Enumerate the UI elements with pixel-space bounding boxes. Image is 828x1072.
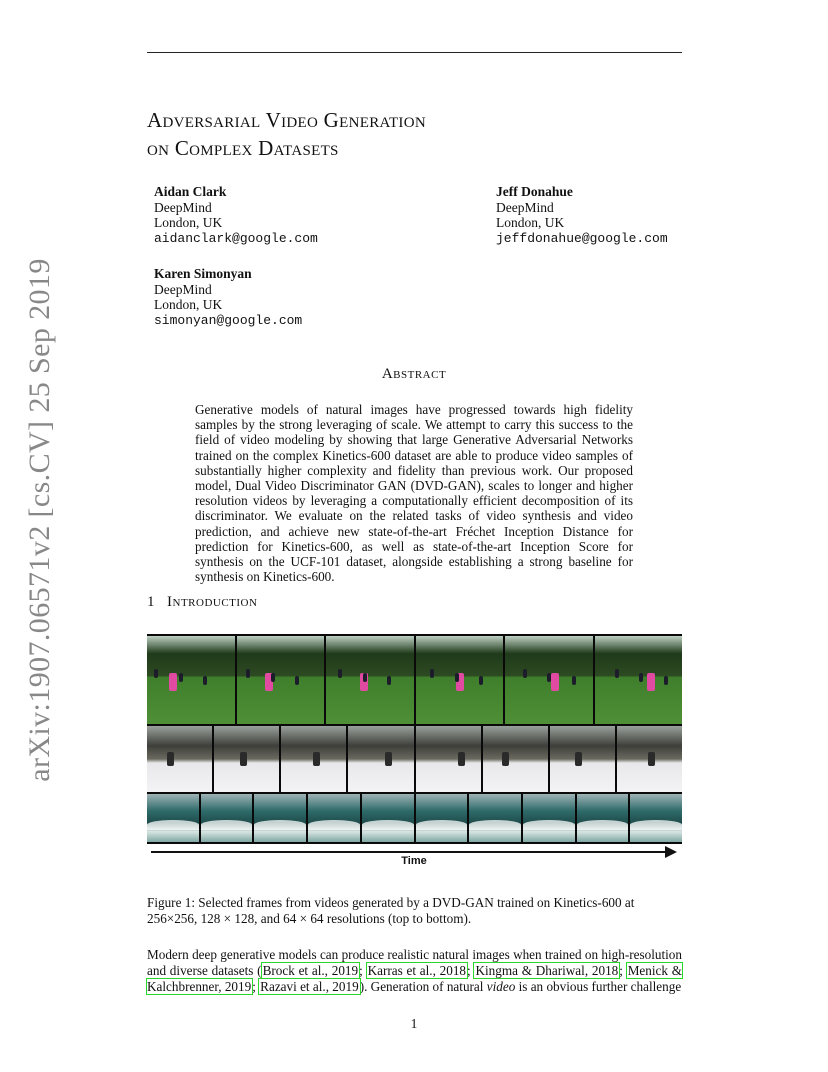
- player-figure: [647, 673, 655, 691]
- person-figure: [385, 752, 392, 766]
- video-frame: [469, 794, 521, 842]
- player-figure: [547, 673, 551, 682]
- body-text: ;: [359, 963, 367, 978]
- author-location: London, UK: [154, 297, 223, 312]
- wave-crest: [362, 820, 414, 830]
- person-figure: [458, 752, 465, 766]
- player-figure: [639, 673, 643, 682]
- video-frame: [617, 726, 682, 792]
- video-frame: [523, 794, 575, 842]
- person-figure: [502, 752, 509, 766]
- player-figure: [523, 669, 527, 678]
- player-figure: [179, 673, 183, 682]
- citation-link[interactable]: Menick & Kalchbrenner, 2019: [147, 963, 683, 994]
- section-heading: [147, 594, 257, 611]
- wave-crest: [416, 820, 468, 830]
- frame-row-snow: [147, 726, 682, 792]
- author-name: Jeff Donahue: [496, 184, 573, 199]
- wave-crest: [254, 820, 306, 830]
- author-name: Aidan Clark: [154, 184, 227, 199]
- wave-crest: [469, 820, 521, 830]
- body-paragraph: [147, 947, 682, 995]
- author-block-3: [154, 266, 302, 328]
- player-figure: [664, 676, 668, 685]
- player-figure: [169, 673, 177, 691]
- player-figure: [246, 669, 250, 678]
- video-frame: [550, 726, 615, 792]
- body-text: Modern deep generative models can produce realistic natural images when trained on high-resolution and diverse datasets (: [147, 947, 682, 978]
- body-text: ;: [619, 963, 627, 978]
- video-frame: [147, 636, 235, 724]
- body-text: is an obvious further challenge: [515, 979, 682, 994]
- person-figure: [313, 752, 320, 766]
- paper-title: [147, 106, 426, 162]
- time-arrow: [151, 851, 671, 853]
- figure-caption: Figure 1: Selected frames from videos generated by a DVD-GAN trained on Kinetics-600 at 256×256, 128 × 128, and 64 × 64 resolutions (top to bottom).: [147, 895, 635, 926]
- player-figure: [363, 673, 367, 682]
- video-frame: [326, 636, 414, 724]
- video-frame: [201, 794, 253, 842]
- author-affiliation: DeepMind: [496, 199, 554, 215]
- video-frame: [237, 636, 325, 724]
- person-figure: [240, 752, 247, 766]
- player-figure: [271, 673, 275, 682]
- abstract-text: Generative models of natural images have progressed towards high fidelity samples by the strong leveraging of scale. We attempt to carry this success to the field of video modeling by showing that large Generative Adversarial Networks trained on the complex Kinetics-600 dataset are able to produce video samples of substantially higher complexity and fidelity than previous work. Our proposed model, Dual Video Discriminator GAN (DVD-GAN), scales to longer and higher resolution videos by leveraging a computationally efficient decomposition of its discriminator. We evaluate on the related tasks of video synthesis and video prediction, and achieve new state-of-the-art Fréchet Inception Distance for prediction for Kinetics-600, as well as state-of-the-art Inception Score for synthesis on the UCF-101 dataset, alongside establishing a strong baseline for synthesis on Kinetics-600.: [195, 402, 633, 585]
- person-figure: [575, 752, 582, 766]
- author-email[interactable]: jeffdonahue@google.com: [496, 230, 668, 246]
- person-figure: [648, 752, 655, 766]
- author-email[interactable]: simonyan@google.com: [154, 312, 303, 328]
- video-frame: [416, 636, 504, 724]
- video-frame: [577, 794, 629, 842]
- player-figure: [295, 676, 299, 685]
- frame-row-soccer: [147, 636, 682, 724]
- video-frame: [630, 794, 682, 842]
- page-number: 1: [410, 1016, 418, 1031]
- wave-crest: [308, 820, 360, 830]
- citation-link[interactable]: Karras et al., 2018: [367, 963, 467, 978]
- title-line-1: Adversarial Video Generation: [147, 108, 426, 132]
- citation-link[interactable]: Kingma & Dhariwal, 2018: [475, 963, 619, 978]
- player-figure: [551, 673, 559, 691]
- author-email[interactable]: aidanclark@google.com: [154, 230, 318, 246]
- figure-video-frames: [147, 634, 682, 844]
- author-block-1: [154, 184, 318, 246]
- player-figure: [572, 676, 576, 685]
- wave-crest: [523, 820, 575, 830]
- citation-link[interactable]: Razavi et al., 2019: [260, 979, 359, 994]
- body-text: ). Generation of natural: [359, 979, 487, 994]
- player-figure: [154, 669, 158, 678]
- player-figure: [615, 669, 619, 678]
- video-frame: [308, 794, 360, 842]
- arxiv-side-label: arXiv:1907.06571v2 [cs.CV] 25 Sep 2019: [23, 258, 56, 782]
- body-text-italic: video: [486, 979, 516, 994]
- person-figure: [167, 752, 174, 766]
- video-frame: [505, 636, 593, 724]
- body-text: ;: [252, 979, 260, 994]
- video-frame: [416, 726, 481, 792]
- body-text: ;: [467, 963, 475, 978]
- frame-row-surf: [147, 794, 682, 842]
- author-affiliation: DeepMind: [154, 281, 212, 297]
- abstract-heading: Abstract: [381, 366, 447, 382]
- citation-link[interactable]: Brock et al., 2019: [262, 963, 359, 978]
- author-block-2: [496, 184, 668, 246]
- video-frame: [254, 794, 306, 842]
- section-title: Introduction: [167, 594, 258, 610]
- wave-crest: [577, 820, 629, 830]
- top-rule: [147, 52, 682, 53]
- video-frame: [147, 726, 212, 792]
- video-frame: [214, 726, 279, 792]
- video-frame: [147, 794, 199, 842]
- wave-crest: [630, 820, 682, 830]
- author-location: London, UK: [154, 215, 223, 230]
- player-figure: [387, 676, 391, 685]
- section-number: 1: [147, 594, 155, 610]
- wave-crest: [147, 820, 199, 830]
- video-frame: [281, 726, 346, 792]
- video-frame: [416, 794, 468, 842]
- player-figure: [203, 676, 207, 685]
- wave-crest: [201, 820, 253, 830]
- time-axis-label: Time: [401, 855, 427, 867]
- video-frame: [348, 726, 413, 792]
- player-figure: [338, 669, 342, 678]
- video-frame: [362, 794, 414, 842]
- author-location: London, UK: [496, 215, 565, 230]
- player-figure: [479, 676, 483, 685]
- author-name: Karen Simonyan: [154, 266, 252, 281]
- video-frame: [483, 726, 548, 792]
- video-frame: [595, 636, 683, 724]
- player-figure: [430, 669, 434, 678]
- player-figure: [455, 673, 459, 682]
- author-affiliation: DeepMind: [154, 199, 212, 215]
- title-line-2: on Complex Datasets: [147, 136, 339, 160]
